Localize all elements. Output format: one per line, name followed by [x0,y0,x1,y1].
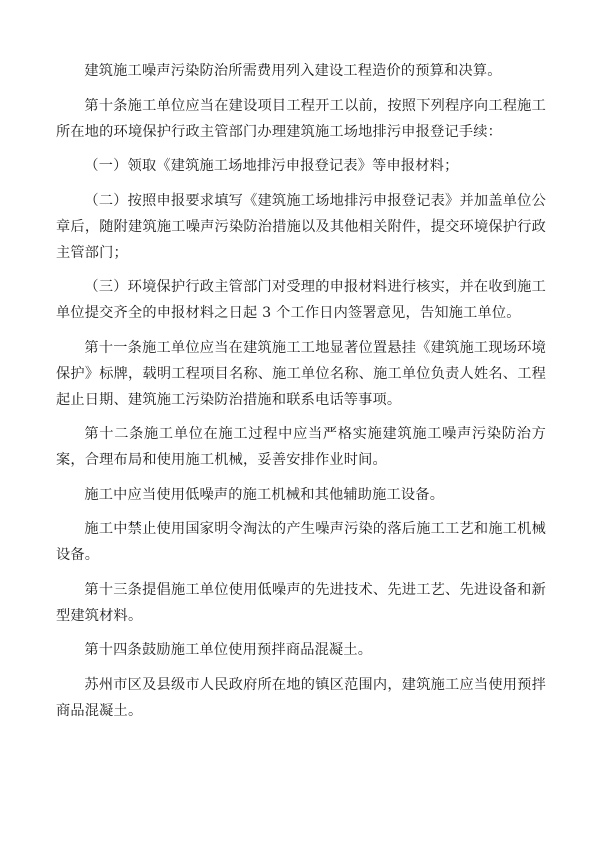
paragraph-article-14: 第十四条鼓励施工单位使用预拌商品混凝土。 [84,642,373,658]
paragraph-article-13: 第十三条提倡施工单位使用低噪声的先进技术、先进工艺、先进设备和新型建筑材料。 [56,581,546,624]
paragraph-low-noise-equipment: 施工中应当使用低噪声的施工机械和其他辅助施工设备。 [84,486,445,503]
paragraph-article-12: 第十二条施工单位在施工过程中应当严格实施建筑施工噪声污染防治方案，合理布局和使用施工机械，妥善安排作业时间。 [56,426,546,468]
paragraph-cost-budget: 建筑施工噪声污染防治所需费用列入建设工程造价的预算和决算。 [84,63,502,79]
paragraph-article-11: 第十一条施工单位应当在建筑施工工地显著位置悬挂《建筑施工现场环境保护》标牌，载明工程项目名称、施工单位名称、施工单位负责人姓名、工程起止日期、建筑施工污染防治措施和联系电话等事项。 [56,339,546,408]
paragraph-item-3: （三）环境保护行政主管部门对受理的申报材料进行核实，并在收到施工单位提交齐全的申报材料之日起 3 个工作日内签署意见，告知施工单位。 [56,279,546,321]
document-body [56,58,546,732]
paragraph-banned-equipment: 施工中禁止使用国家明令淘汰的产生噪声污染的落后施工工艺和施工机械设备。 [56,521,546,563]
paragraph-item-2: （二）按照申报要求填写《建筑施工场地排污申报登记表》并加盖单位公章后，随附建筑施工噪声污染防治措施以及其他相关附件，提交环境保护行政主管部门； [56,192,546,261]
paragraph-item-1: （一）领取《建筑施工场地排污申报登记表》等申报材料； [84,158,459,174]
paragraph-suzhou-concrete: 苏州市区及县级市人民政府所在地的镇区范围内，建筑施工应当使用预拌商品混凝土。 [56,676,546,719]
paragraph-article-10: 第十条施工单位应当在建设项目工程开工以前，按照下列程序向工程施工所在地的环境保护行政主管部门办理建筑施工场地排污申报登记手续： [56,97,546,140]
